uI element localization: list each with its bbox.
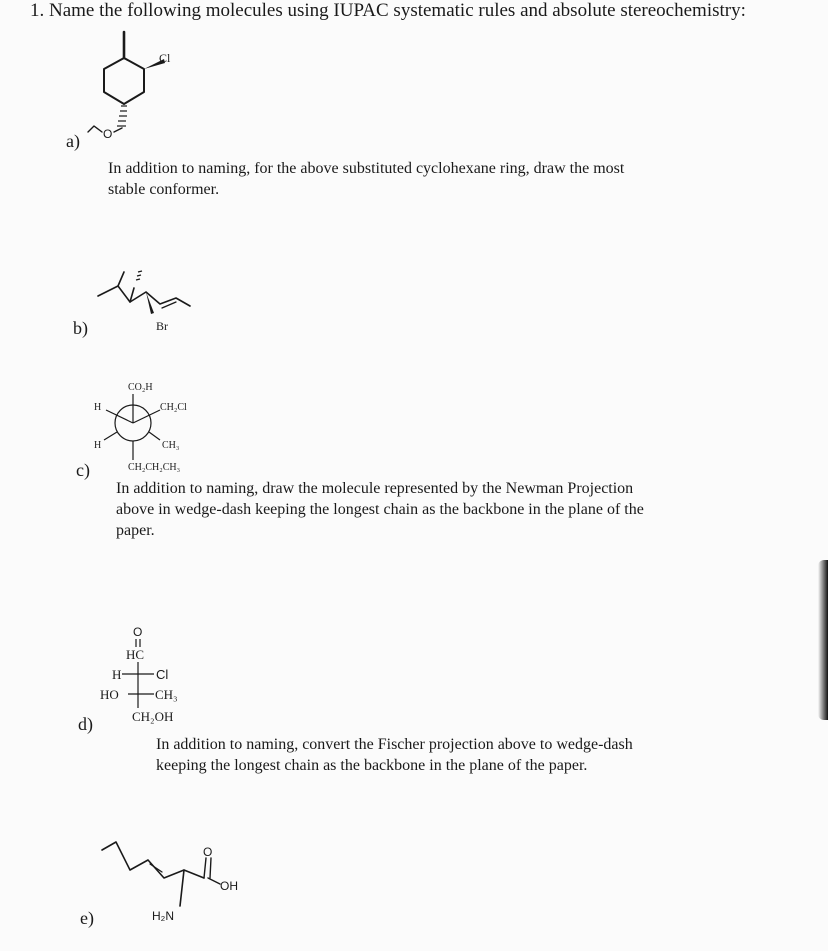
newman-back-bottom: CH₂CH₂CH₃: [128, 462, 181, 473]
molecule-a-cyclohexane: [80, 28, 190, 146]
atom-nh2-e: H₂N: [152, 909, 174, 923]
hashed-bond-a: [117, 106, 127, 126]
fischer-bottom: CH₂OH: [132, 709, 174, 724]
fischer-row2-left: HO: [100, 687, 119, 702]
hashed-bond-b: [136, 271, 142, 280]
part-c-instruction: [116, 478, 644, 541]
molecule-b-alkene: [96, 266, 196, 338]
atom-br-b: Br: [156, 319, 168, 333]
fischer-row1-right: Cl: [156, 667, 169, 682]
part-d-instruction: [156, 734, 633, 776]
fischer-top-hc: HC: [126, 647, 145, 662]
part-a-instruction: [108, 158, 624, 200]
newman-projection-c: [88, 378, 208, 474]
newman-front-left: H: [94, 402, 102, 413]
fischer-row2-right: CH₃: [155, 687, 178, 702]
part-c-instruction-line3: paper.: [116, 522, 155, 539]
newman-front-right: CH₂Cl: [160, 402, 187, 413]
atom-o-a: O: [103, 127, 113, 141]
atom-o-e: O: [203, 845, 213, 859]
part-d-instruction-line2: keeping the longest chain as the backbone in the plane of the paper.: [156, 757, 588, 774]
newman-back-right: CH₃: [162, 440, 180, 451]
part-c-label: c): [76, 460, 90, 480]
atom-cl-a: Cl: [159, 51, 171, 65]
part-a-instruction-line1: In addition to naming, for the above substituted cyclohexane ring, draw the most: [108, 160, 625, 177]
molecule-e-amino-acid: [100, 840, 250, 926]
fischer-row1-left: H: [112, 667, 122, 682]
part-a-label: a): [66, 131, 80, 151]
part-c-instruction-line1: In addition to naming, draw the molecule represented by the Newman Projection: [116, 480, 634, 497]
part-d-instruction-line1: In addition to naming, convert the Fischer projection above to wedge-dash: [156, 736, 633, 753]
page-edge-shadow: [818, 560, 828, 720]
fischer-projection-d: [98, 620, 208, 726]
fischer-top-o: O: [133, 625, 143, 639]
part-e-label: e): [80, 908, 94, 928]
atom-oh-e: OH: [220, 879, 238, 893]
part-c-instruction-line2: above in wedge-dash keeping the longest chain as the backbone in the plane of the: [116, 501, 644, 518]
part-d-label: d): [78, 714, 93, 734]
newman-back-left: H: [94, 440, 102, 451]
question-heading: 1. Name the following molecules using IUPAC systematic rules and absolute stereochemistry:: [30, 0, 746, 21]
newman-front-top: CO₂H: [128, 382, 153, 393]
part-b-label: b): [73, 318, 88, 338]
part-a-instruction-line2: stable conformer.: [108, 181, 220, 198]
